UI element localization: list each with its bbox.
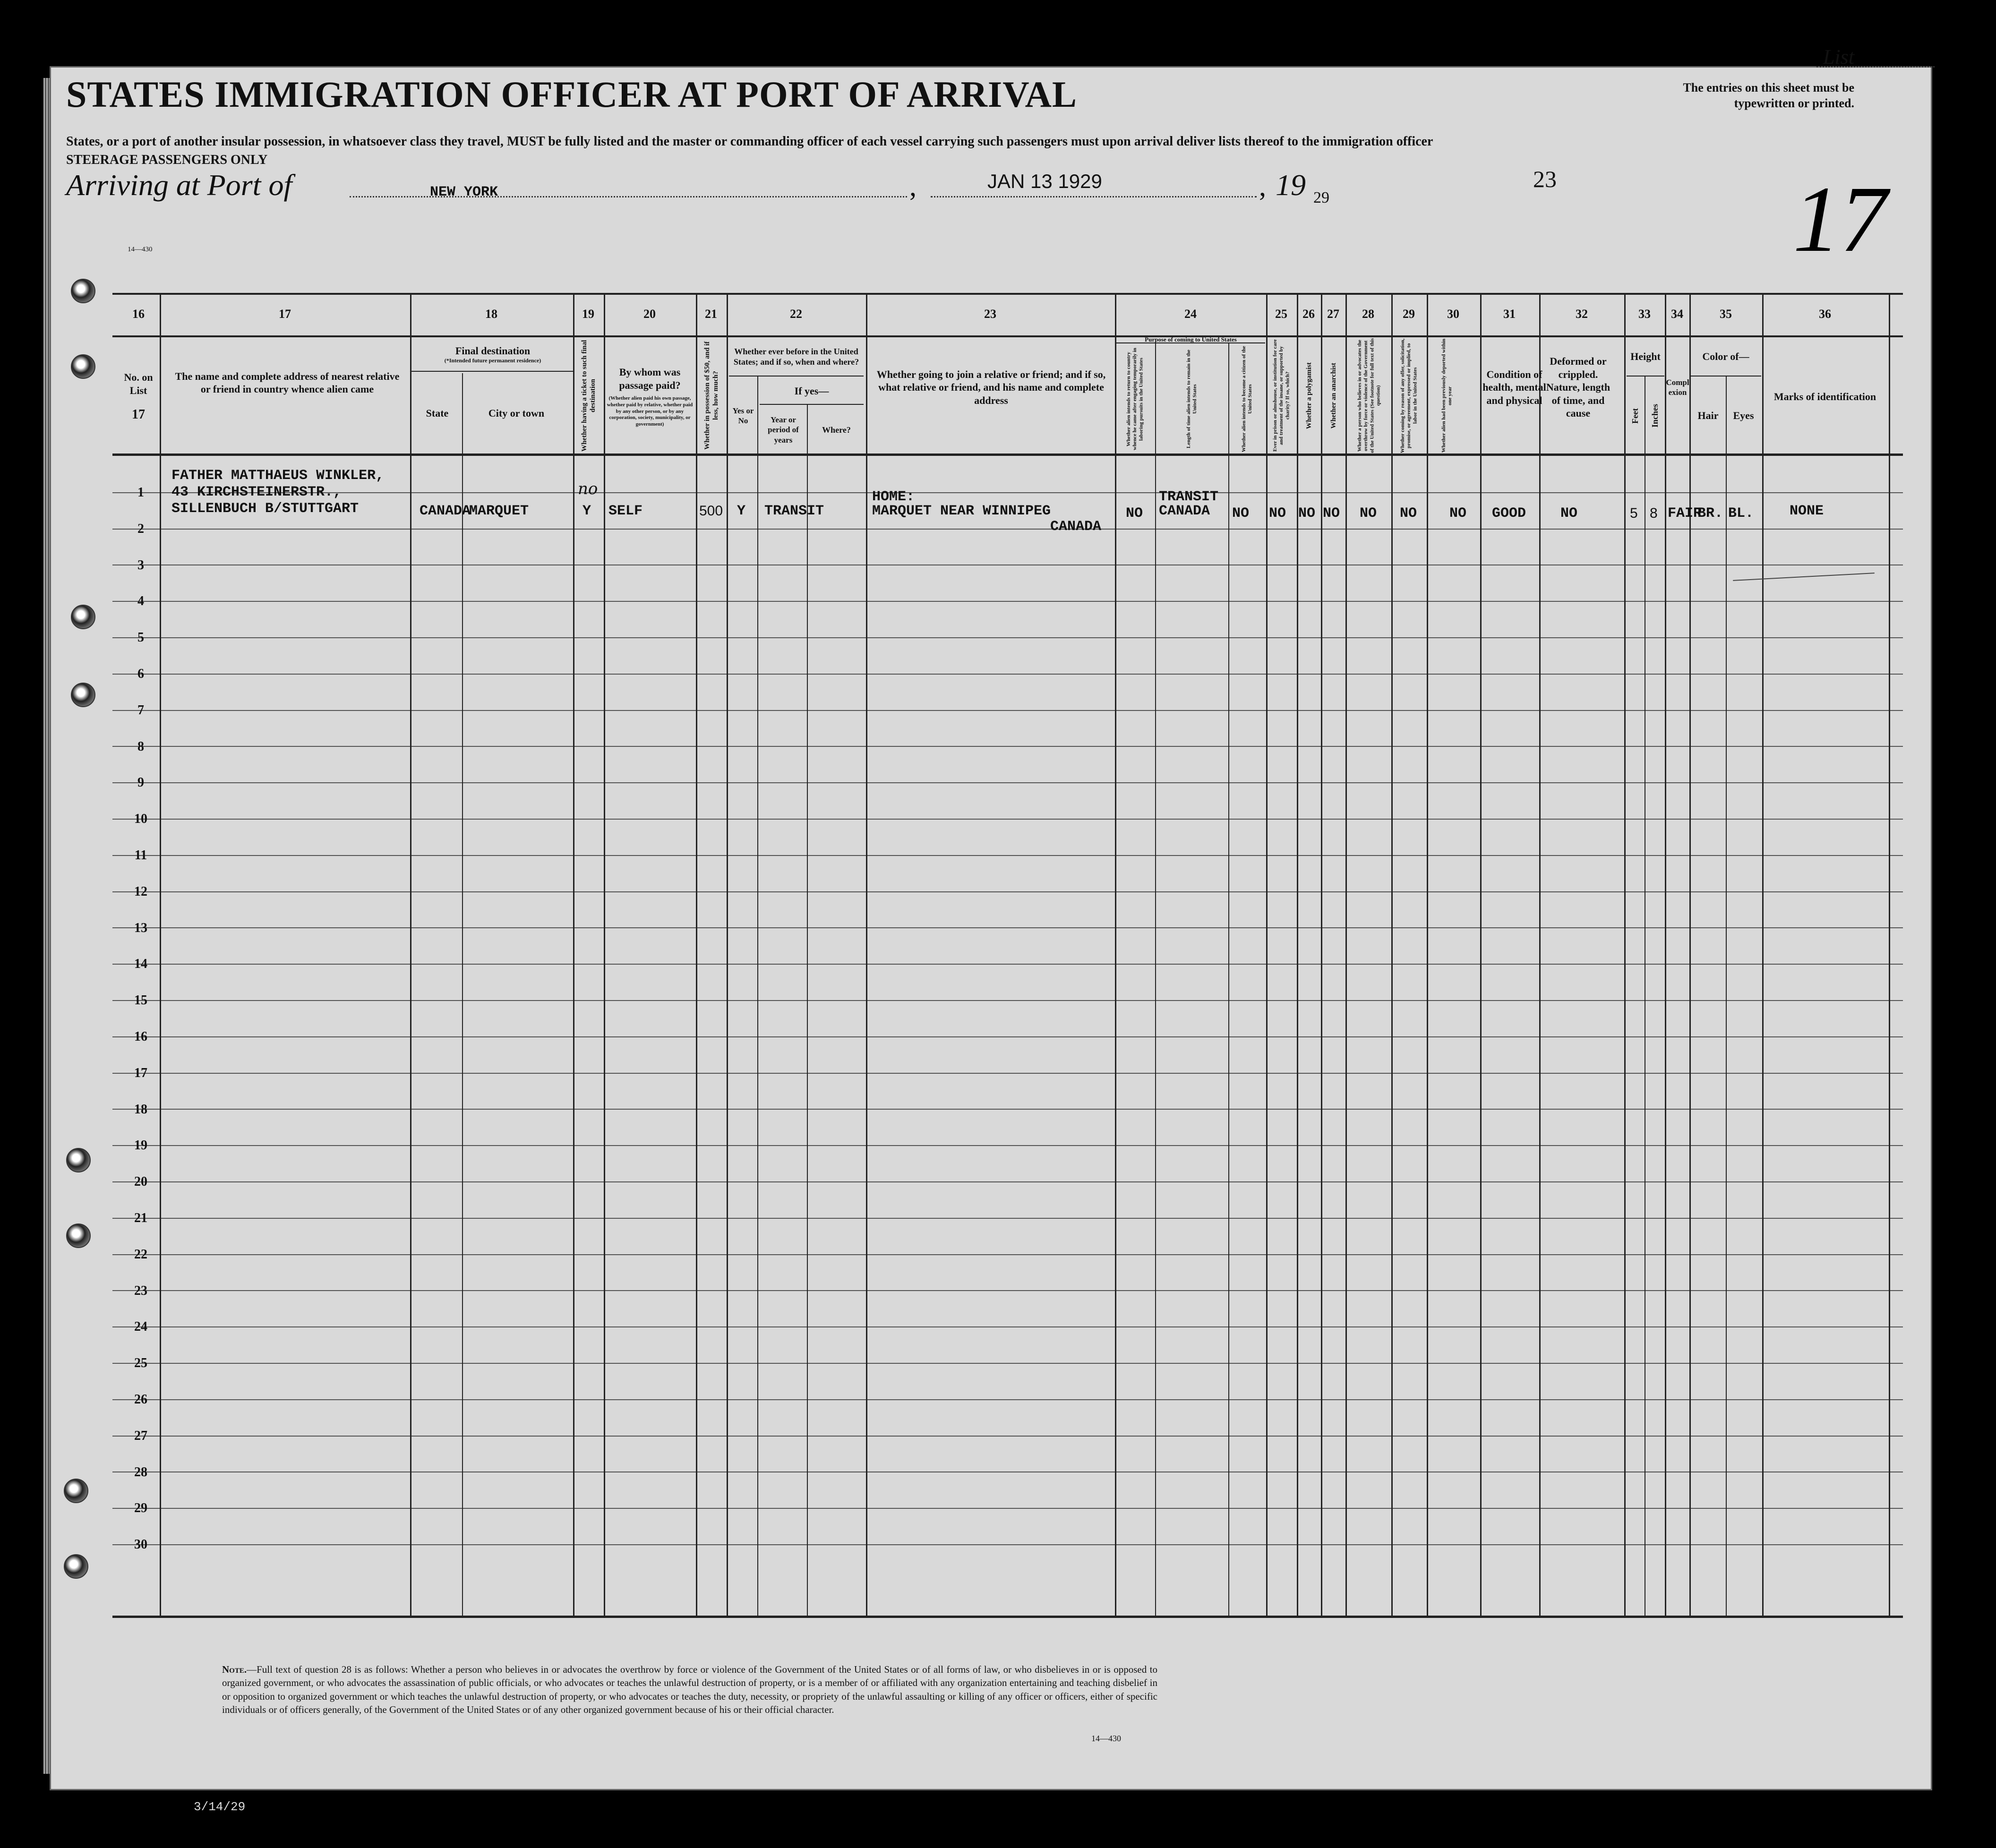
date-stamp: JAN 13 1929 <box>987 170 1102 192</box>
cell-deformed: NO <box>1560 505 1578 522</box>
cell-polygamist: NO <box>1298 505 1316 522</box>
hdr-purpose-c-text: Whether alien intends to become a citizen of the United States <box>1241 346 1253 453</box>
row-number: 28 <box>134 1464 147 1480</box>
cell-health: GOOD <box>1492 505 1526 522</box>
row-number: 18 <box>134 1102 147 1117</box>
cell-marks: NONE <box>1790 503 1824 519</box>
row-number: 13 <box>134 920 147 935</box>
row-number: 9 <box>137 775 144 790</box>
row-rule <box>112 1218 1903 1219</box>
row-number: 23 <box>134 1283 147 1298</box>
row-rule <box>112 1145 1903 1146</box>
cell-relative-line3: SILLENBUCH B/STUTTGART <box>171 501 359 517</box>
cell-joining-line3: CANADA <box>1050 519 1102 535</box>
sub-column-rule <box>1155 342 1156 1616</box>
row-rule <box>112 927 1903 928</box>
column-number: 17 <box>279 307 291 321</box>
row-number: 5 <box>137 630 144 645</box>
column-rule <box>866 293 867 1616</box>
hdr-yes-no: Yes or No <box>732 406 754 425</box>
cell-citizen: NO <box>1232 505 1250 522</box>
column-number: 24 <box>1184 307 1197 321</box>
row-number: 2 <box>137 521 144 536</box>
sub-column-rule <box>807 404 808 1616</box>
hdr-passage-note: (Whether alien paid his own passage, whether paid by relative, whether paid by any other person, or by any corporation, society, municipality, or government) <box>607 395 693 428</box>
hdr-health: Condition of health, mental and physical <box>1482 368 1546 406</box>
cell-relative-line1: FATHER MATTHAEUS WINKLER, <box>171 468 385 484</box>
column-number: 27 <box>1327 307 1339 321</box>
column-number: 25 <box>1275 307 1287 321</box>
hdr-money-text: Whether in possession of $50, and if less, how much? <box>703 341 720 450</box>
row-number: 27 <box>134 1428 147 1443</box>
row-rule <box>112 1000 1903 1001</box>
colnum-rule <box>112 335 1903 337</box>
row-rule <box>112 1290 1903 1291</box>
footnote-question-28 <box>222 1663 1157 1716</box>
hdr-no-on-list <box>117 340 160 453</box>
row-number: 17 <box>134 1065 147 1080</box>
cell-col29: NO <box>1400 505 1417 522</box>
sub-column-rule <box>1726 376 1727 1616</box>
header-bottom-rule <box>112 453 1903 456</box>
arriving-label: Arriving at Port of <box>66 168 292 202</box>
row-rule <box>112 1073 1903 1074</box>
hdr-money <box>697 338 726 453</box>
row-number: 21 <box>134 1211 147 1225</box>
hdr-passage-label: By whom was passage paid? <box>619 366 681 391</box>
punch-hole <box>66 1148 91 1172</box>
cell-hair: BR. <box>1697 505 1723 522</box>
column-number: 32 <box>1576 307 1588 321</box>
column-rule <box>1345 293 1347 1616</box>
arrival-line <box>66 168 1602 210</box>
cell-ticket-annotation: no <box>578 479 598 498</box>
column-rule <box>1297 293 1298 1616</box>
row-rule <box>112 601 1903 602</box>
row-rule <box>112 1109 1903 1110</box>
row-rule <box>112 782 1903 783</box>
hdr-city: City or town <box>488 407 545 419</box>
column-number: 20 <box>643 307 656 321</box>
instructions <box>66 132 1531 169</box>
hdr-purpose-a <box>1116 345 1154 453</box>
punch-hole <box>64 1554 88 1579</box>
hdr-anarchist-text: Whether an anarchist <box>1330 362 1337 429</box>
column-rule <box>1115 293 1116 1616</box>
hdr-year-period: Year or period of years <box>768 415 799 445</box>
hdr-marks: Marks of identification <box>1773 391 1876 403</box>
row-rule <box>112 1399 1903 1400</box>
row-rule <box>112 891 1903 892</box>
cell-eyes: BL. <box>1728 505 1754 522</box>
cell-anarchist: NO <box>1323 505 1340 522</box>
row-rule <box>112 674 1903 675</box>
cell-feet: 5 <box>1630 505 1638 521</box>
hdr-col29 <box>1393 338 1426 453</box>
hdr-joining: Whether going to join a relative or friend; and if so, what relative or friend, and his name and complete address <box>876 368 1106 406</box>
row-rule <box>112 637 1903 638</box>
subhdr-rule <box>410 371 573 372</box>
row-rule <box>112 819 1903 820</box>
column-rule <box>1391 293 1393 1616</box>
sub-column-rule <box>462 373 463 1616</box>
hdr-eyes: Eyes <box>1733 410 1754 422</box>
row-number: 29 <box>134 1501 147 1516</box>
hdr-polygamist-text: Whether a polygamist <box>1305 362 1313 429</box>
hdr-col30 <box>1428 338 1466 453</box>
hdr-final-destination-label: Final destination <box>455 344 531 357</box>
table-top-rule <box>112 293 1903 295</box>
column-number: 16 <box>132 307 145 321</box>
hdr-complexion: Complexion <box>1666 377 1689 397</box>
sub-column-rule <box>757 376 758 1616</box>
row-rule <box>112 855 1903 856</box>
list-line <box>1816 66 1935 68</box>
manifest-table <box>117 293 1898 1625</box>
column-rule <box>1427 293 1428 1616</box>
column-number: 31 <box>1503 307 1516 321</box>
row-number: 25 <box>134 1356 147 1371</box>
column-number: 36 <box>1819 307 1831 321</box>
column-number: 19 <box>582 307 594 321</box>
row-number: 24 <box>134 1319 147 1335</box>
column-number: 29 <box>1403 307 1415 321</box>
hdr-prison-text: Ever in prison or almshouse, or institution for care and treatment of the insane, or supported by charity? If so, which? <box>1272 339 1291 452</box>
column-rule <box>727 293 728 1616</box>
hdr-anarchist <box>1322 338 1345 453</box>
port-value: NEW YORK <box>430 184 498 200</box>
sub-column-rule <box>1228 342 1229 1616</box>
row-number: 6 <box>137 667 144 681</box>
punch-hole <box>71 683 95 707</box>
column-rule <box>410 293 411 1616</box>
cell-col28: NO <box>1360 505 1377 522</box>
hdr-purpose-a-text: Whether alien intends to return to country whence he came after engaging temporarily in laboring pursuits in the United States <box>1126 348 1144 451</box>
cell-length-line2: CANADA <box>1159 503 1210 519</box>
row-number: 4 <box>137 594 144 609</box>
hdr-before-us: Whether ever before in the United States; and if so, when and where? <box>733 346 859 367</box>
hdr-state: State <box>426 407 449 419</box>
hdr-if-yes: If yes— <box>794 385 829 397</box>
cell-joining-line1: HOME: <box>872 489 915 505</box>
punch-hole <box>71 279 95 303</box>
footnote-text: —Full text of question 28 is as follows: Whether a person who believes in or advocates the overthrow by force or violence of the Government of the United States or of all forms of law, or who disbelieves in or is opposed to organized government, or who advocates the assassination of public officials, or who advocates or teaches the unlawful destruction of property, or is a member of or affiliated with any organization entertaining and teaching disbelief in or opposition to organized government or which teaches the unlawful destruction of property, or who advocates or teaches the duty, necessity, or propriety of the unlawful assaulting or killing of any officer or officers, either of specific individuals or of officers generally, of the Government of the United States or of any other organized government because of his or their official character. <box>222 1664 1157 1716</box>
row-number: 20 <box>134 1174 147 1189</box>
hdr-col28 <box>1348 338 1390 453</box>
cell-relative-line2: 43 KIRCHSTEINERSTR., <box>171 484 342 500</box>
side-caption: 3/14/29 <box>194 1800 246 1814</box>
column-rule <box>1665 293 1666 1616</box>
column-rule <box>604 293 605 1616</box>
comma: , <box>1259 171 1266 202</box>
punch-hole <box>71 354 95 379</box>
entries-note: The entries on this sheet must be typewritten or printed. <box>1683 81 1854 110</box>
steerage-label: STEERAGE PASSENGERS ONLY <box>66 153 268 168</box>
row-rule <box>112 1181 1903 1182</box>
year-prefix: 19 <box>1276 168 1306 202</box>
table-bottom-rule <box>112 1616 1903 1618</box>
hdr-col28-text: Whether a person who believes in or advocates the overthrow by force or violence of the Government of the United States (See footnote for full text of this question) <box>1356 338 1381 453</box>
column-rule <box>1266 293 1268 1616</box>
column-rule <box>1889 293 1890 1616</box>
cell-complexion: FAIR <box>1668 505 1702 522</box>
cell-prison: NO <box>1269 505 1286 522</box>
row-rule <box>112 746 1903 747</box>
column-rule <box>573 293 574 1616</box>
instructions-text: States, or a port of another insular possession, in whatsoever class they travel, MUST be fully listed and the master or commanding officer of each vessel carrying such passengers must upon arrival deliver lists thereof to the immigration officer <box>66 134 1433 149</box>
page-title: STATES IMMIGRATION OFFICER AT PORT OF ARRIVAL <box>66 74 1077 115</box>
hdr-height: Height <box>1630 351 1661 363</box>
hdr-no-on-list-label: No. on List <box>124 371 153 396</box>
row-number: 10 <box>134 812 147 827</box>
footnote-lead: Note. <box>222 1664 247 1675</box>
row-number: 30 <box>134 1537 147 1552</box>
hdr-deformed: Deformed or crippled. Nature, length of time, and cause <box>1546 355 1611 419</box>
form-code: 14—430 <box>128 246 153 253</box>
comma: , <box>909 171 917 202</box>
hdr-col30-text: Whether alien had been previously deported within one year <box>1440 339 1453 453</box>
row-rule <box>112 529 1903 530</box>
column-rule <box>1480 293 1482 1616</box>
row-rule <box>112 1508 1903 1509</box>
row-number: 3 <box>137 557 144 573</box>
column-number: 30 <box>1447 307 1459 321</box>
column-number: 34 <box>1671 307 1683 321</box>
column-number: 21 <box>705 307 717 321</box>
hdr-polygamist <box>1297 338 1321 453</box>
form-code-bottom: 14—430 <box>1091 1734 1121 1743</box>
row-rule <box>112 710 1903 711</box>
cell-length-line1: TRANSIT <box>1159 489 1219 505</box>
column-rule <box>1689 293 1691 1616</box>
column-rule <box>1321 293 1322 1616</box>
hdr-ticket <box>574 338 603 453</box>
column-rule <box>1539 293 1541 1616</box>
row-number: 16 <box>134 1029 147 1044</box>
cell-passage: SELF <box>608 503 643 519</box>
hdr-col29-text: Whether coming by reason of any offer, solicitation, promise, or agreement, expressed or implied, to labor in the United States <box>1400 338 1418 453</box>
row-number: 14 <box>134 957 147 972</box>
subhdr-rule <box>760 404 864 405</box>
cell-inches: 8 <box>1650 505 1658 521</box>
cell-col30: NO <box>1449 505 1467 522</box>
cell-money: 500 <box>699 503 723 519</box>
hdr-purpose: Purpose of coming to United States <box>1145 336 1237 343</box>
row-rule <box>112 1436 1903 1437</box>
column-rule <box>1762 293 1764 1616</box>
marks-pen-stroke <box>1733 573 1875 581</box>
row-number: 15 <box>134 993 147 1008</box>
hdr-prison <box>1268 338 1296 453</box>
list-number-handwritten: 17 <box>1793 167 1887 272</box>
punch-hole <box>71 605 95 629</box>
punch-hole <box>64 1479 88 1503</box>
hdr-inches-text: Inches <box>1650 403 1660 428</box>
date-line <box>931 196 1257 197</box>
hdr-feet <box>1627 378 1645 453</box>
cell-state: CANADA <box>420 503 471 519</box>
column-number: 33 <box>1638 307 1651 321</box>
cell-before: Y <box>737 503 746 519</box>
column-rule <box>1624 293 1626 1616</box>
punch-hole <box>66 1223 91 1248</box>
hdr-purpose-c <box>1230 345 1265 453</box>
row-number: 19 <box>134 1138 147 1153</box>
year-suffix: 29 <box>1313 189 1329 206</box>
hdr-where: Where? <box>822 425 851 435</box>
row-number: 8 <box>137 739 144 754</box>
column-number: 23 <box>984 307 996 321</box>
column-rule <box>696 293 697 1616</box>
row-number: 11 <box>134 848 147 863</box>
hdr-no-on-list-value: 17 <box>132 407 145 422</box>
row-number: 26 <box>134 1392 147 1407</box>
column-number: 18 <box>485 307 497 321</box>
cell-joining-line2: MARQUET NEAR WINNIPEG <box>872 503 1051 519</box>
cell-return-temp: NO <box>1126 505 1143 522</box>
list-label: List <box>1823 45 1854 68</box>
hdr-feet-text: Feet <box>1630 408 1640 424</box>
hdr-final-destination-note: (*Intended future permanent residence) <box>444 357 541 364</box>
row-number: 12 <box>134 884 147 899</box>
row-number: 7 <box>137 702 144 718</box>
sheet-sub-number: 23 <box>1533 166 1557 192</box>
row-rule <box>112 964 1903 965</box>
row-number: 22 <box>134 1247 147 1262</box>
row-rule <box>112 492 1903 493</box>
hdr-relative-abroad: The name and complete address of nearest relative or friend in country whence alien came <box>175 370 400 395</box>
row-rule <box>112 1036 1903 1037</box>
hdr-passage <box>604 340 696 453</box>
cell-before-detail: TRANSIT <box>764 503 824 519</box>
column-number: 26 <box>1302 307 1315 321</box>
cell-city: MARQUET <box>469 503 529 519</box>
row-rule <box>112 1363 1903 1364</box>
hdr-purpose-b <box>1156 345 1227 453</box>
row-number: 1 <box>137 485 144 500</box>
hdr-ticket-text: Whether having a ticket to such final destination <box>581 340 597 452</box>
hdr-final-destination <box>412 338 573 371</box>
column-rule <box>160 293 161 1616</box>
hdr-color-of: Color of— <box>1702 351 1749 363</box>
row-rule <box>112 1326 1903 1327</box>
row-rule <box>112 1254 1903 1255</box>
column-number: 35 <box>1720 307 1732 321</box>
cell-ticket: Y <box>583 503 591 519</box>
hdr-purpose-b-text: Length of time alien intends to remain in the United States <box>1185 350 1198 449</box>
column-number: 22 <box>790 307 802 321</box>
row-rule <box>112 1544 1903 1545</box>
hdr-hair: Hair <box>1697 410 1719 422</box>
column-number: 28 <box>1362 307 1374 321</box>
hdr-inches <box>1646 378 1664 453</box>
